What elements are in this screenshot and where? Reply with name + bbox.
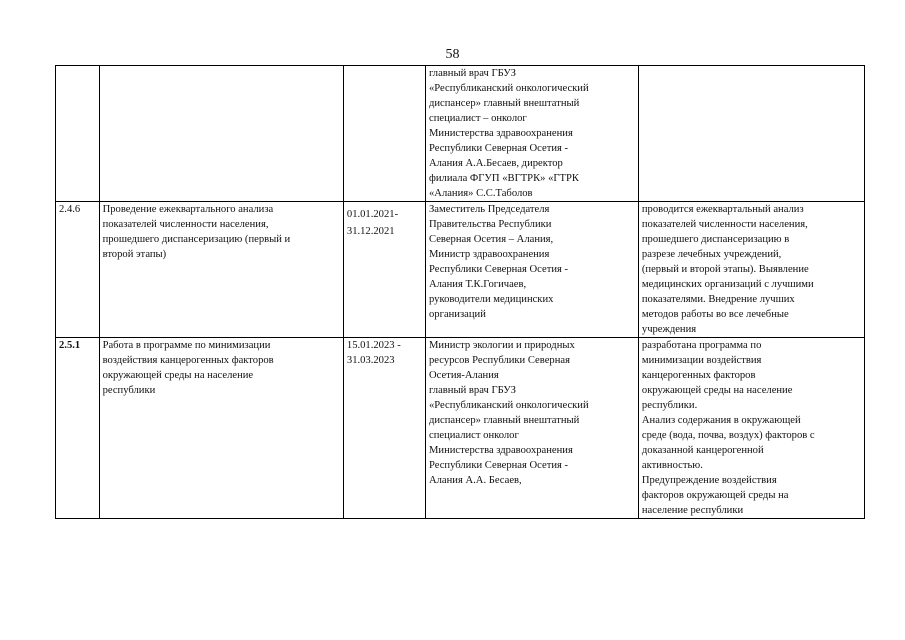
responsible-cell: главный врач ГБУЗ «Республиканский онкологический диспансер» главный внештатный специалист – онколог Министерства здравоохранения Республики Северная Осетия - Алания А.А.Бесаев, директор филиала ФГУП «ВГТРК» «ГТРК «Алания» С.С.Таболов (426, 66, 639, 202)
table-row (56, 66, 865, 202)
result-cell (638, 66, 864, 202)
page-number: 58 (445, 47, 460, 62)
activity-cell: Работа в программе по минимизации воздействия канцерогенных факторов окружающей среды на население республики (99, 338, 343, 519)
activity-cell: Проведение ежеквартального анализа показателей численности населения, прошедшего диспансеризацию (первый и второй этапы) (99, 202, 343, 338)
responsible-cell: Заместитель Председателя Правительства Республики Северная Осетия – Алания, Министр здравоохранения Республики Северная Осетия - Алания Т.К.Гогичаев, руководители медицинских организаций (426, 202, 639, 338)
responsible-cell: Министр экологии и природных ресурсов Республики Северная Осетия-Алания главный врач ГБУЗ «Республиканский онкологический диспансер» главный внештатный специалист онколог Министерства здравоохранения Республики Северная Осетия - Алания А.А. Бесаев, (426, 338, 639, 519)
date-end: 31.03.2023 (346, 355, 395, 366)
row-number: 2.5.1 (56, 338, 100, 519)
date-cell (343, 338, 425, 519)
table-row (56, 202, 865, 338)
measures-table (55, 65, 865, 519)
row-number: 2.4.6 (56, 202, 100, 338)
activity-cell (99, 66, 343, 202)
date-cell (343, 202, 425, 338)
table-row (56, 338, 865, 519)
result-cell: разработана программа по минимизации воздействия канцерогенных факторов окружающей среды на население республики. Анализ содержания в окружающей среде (вода, почва, воздух) факторов с доказанной канцерогенной активностью. Предупреждение воздействия факторов окружающей среды на население республики (638, 338, 864, 519)
result-cell: проводится ежеквартальный анализ показателей численности населения, прошедшего диспансеризацию в разрезе лечебных учреждений, (первый и второй этапы). Выявление медицинских организаций с лучшими показателями. Внедрение лучших методов работы во все лечебные учреждения (638, 202, 864, 338)
date-start: 01.01.2021- (346, 209, 399, 220)
date-cell (343, 66, 425, 202)
date-start: 15.01.2023 - (346, 340, 401, 351)
date-end: 31.12.2021 (346, 226, 395, 237)
row-number (56, 66, 100, 202)
